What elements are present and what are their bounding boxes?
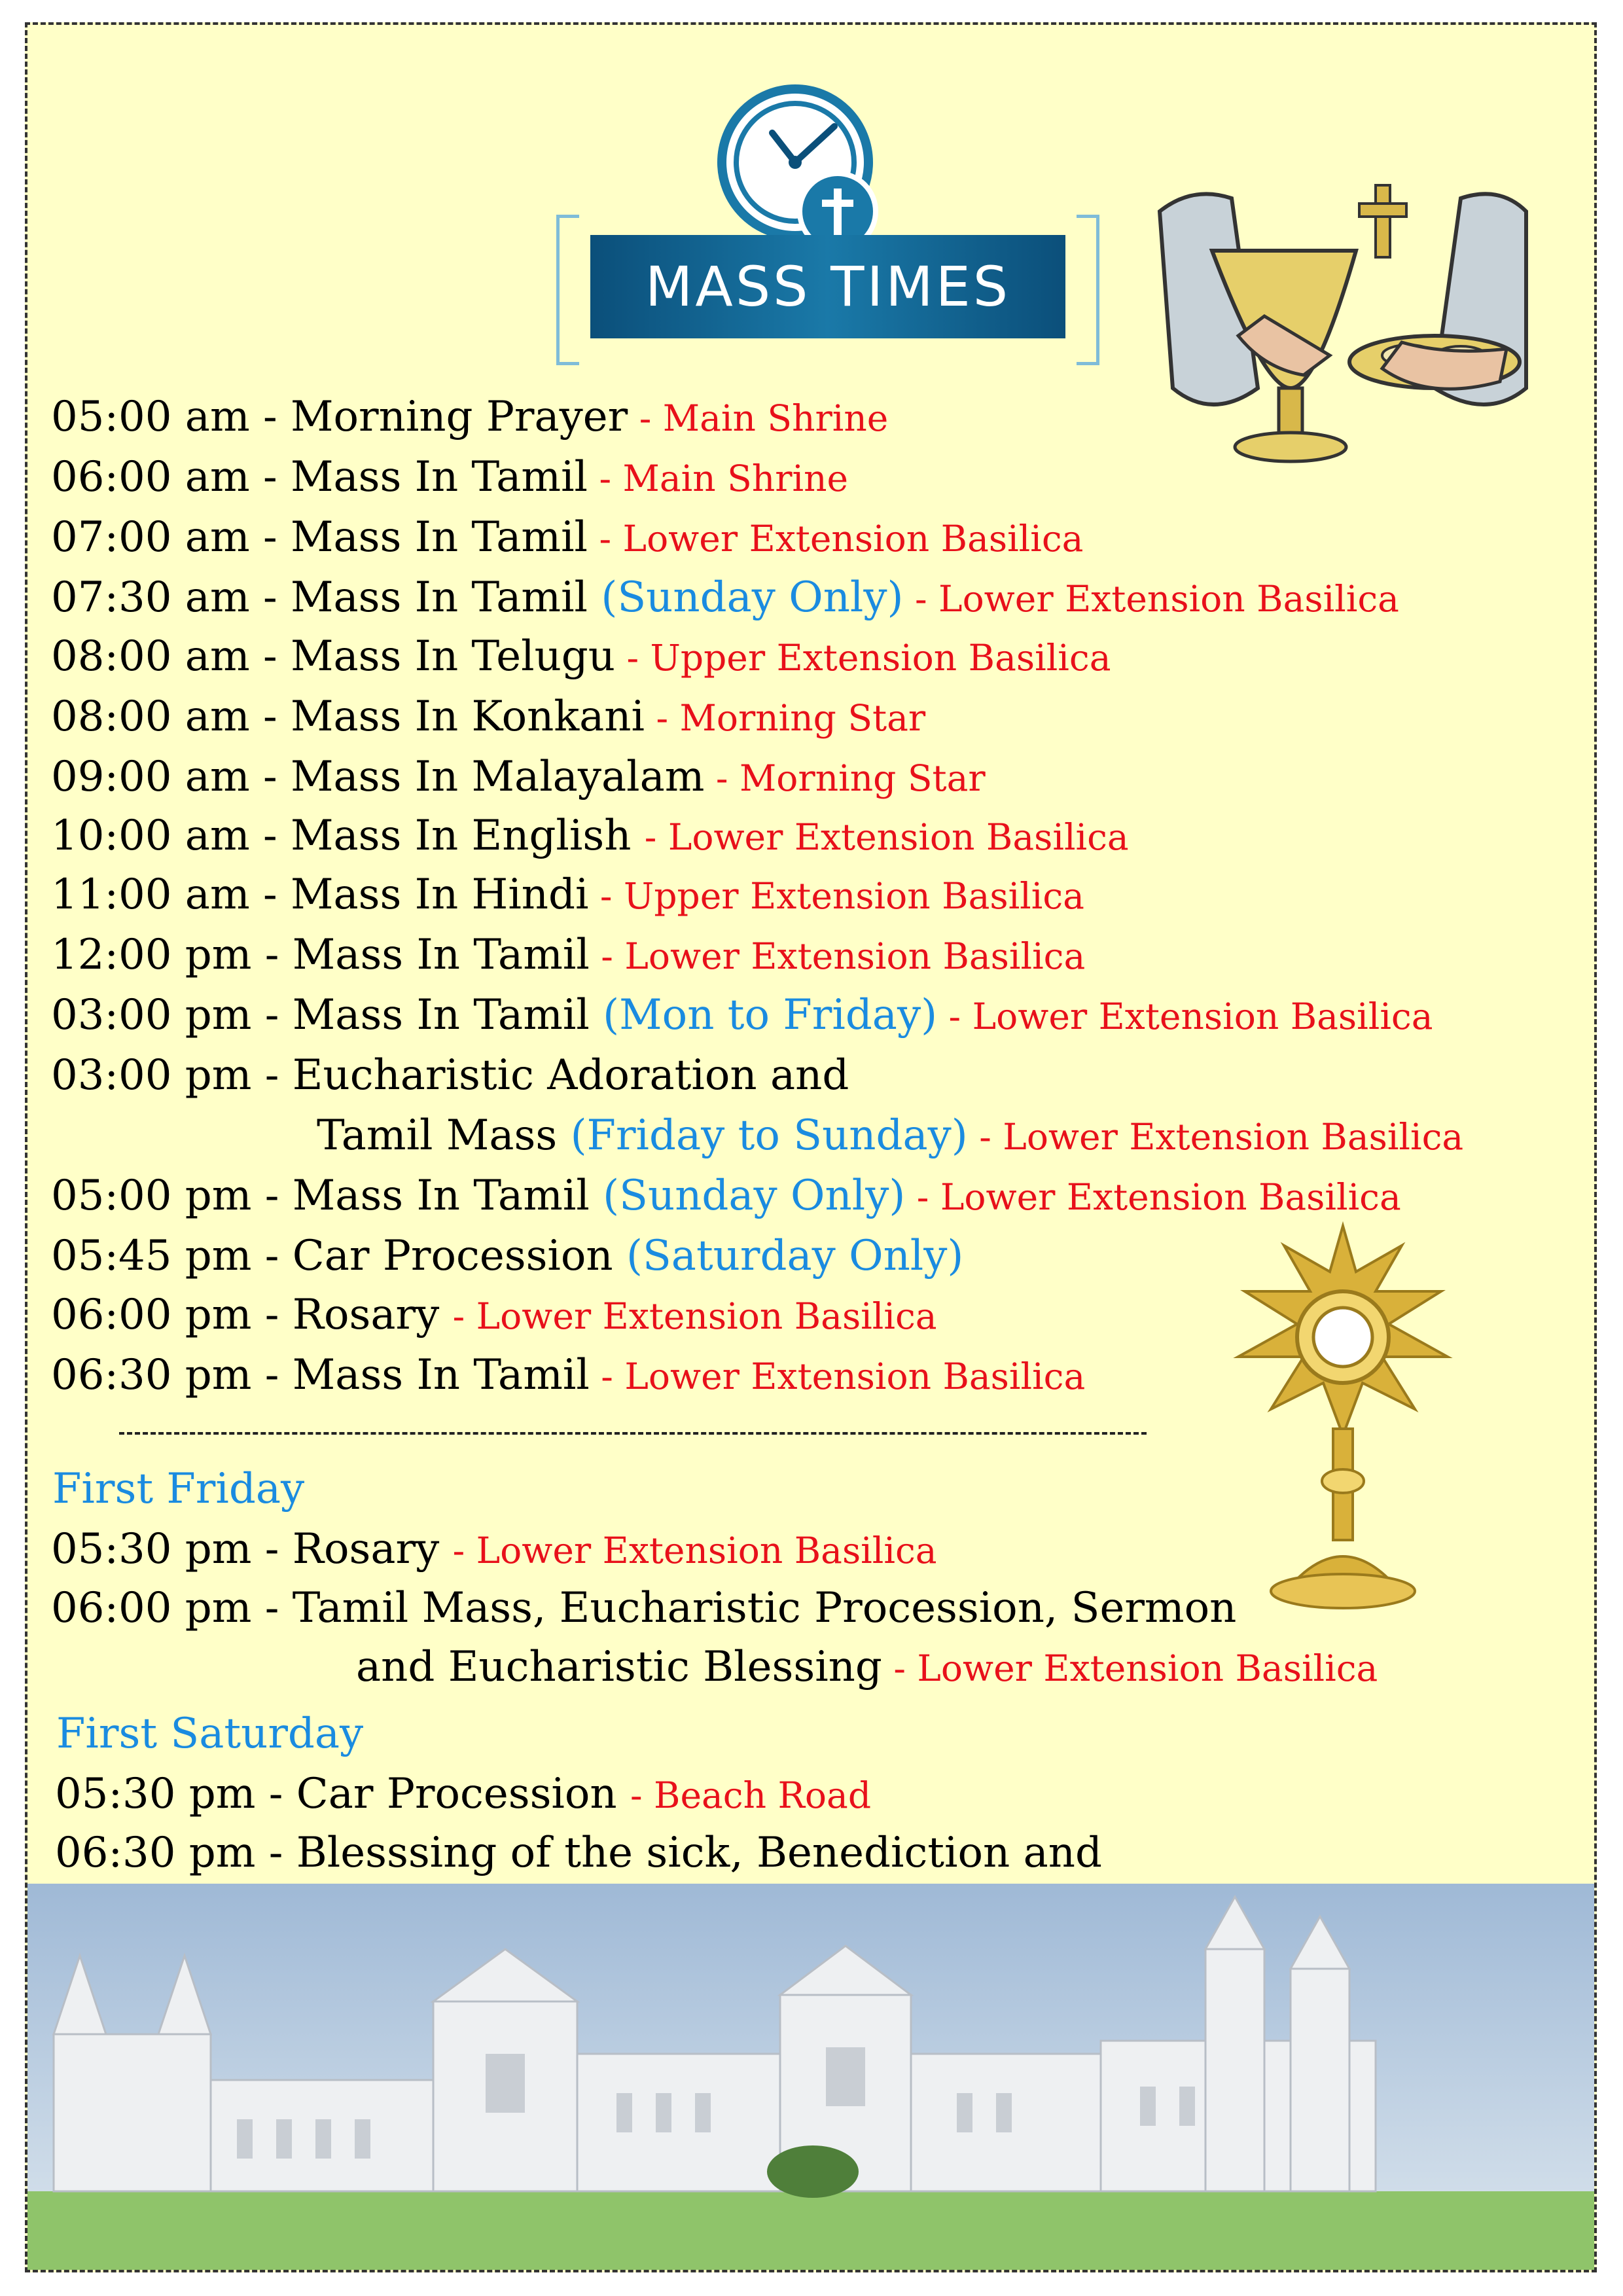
first-saturday-row: 06:30 pm - Blesssing of the sick, Benediction and: [55, 1829, 1102, 1877]
schedule-row: 05:00 am - Morning Prayer - Main Shrine: [51, 393, 889, 441]
schedule-row: 12:00 pm - Mass In Tamil - Lower Extension Basilica: [51, 931, 1086, 979]
schedule-page: [25, 22, 1597, 2272]
basilica-photo: [27, 1884, 1594, 2270]
chalice-illustration: [1133, 172, 1565, 499]
schedule-row: 06:30 pm - Mass In Tamil - Lower Extension Basilica: [51, 1351, 1086, 1399]
schedule-row: 08:00 am - Mass In Telugu - Upper Extension Basilica: [51, 632, 1111, 681]
schedule-row-continuation: Tamil Mass (Friday to Sunday) - Lower Extension Basilica: [317, 1111, 1464, 1160]
schedule-row: 06:00 am - Mass In Tamil - Main Shrine: [51, 453, 849, 501]
schedule-row: 05:00 pm - Mass In Tamil (Sunday Only) - Lower Extension Basilica: [51, 1172, 1401, 1220]
first-saturday-heading: First Saturday: [56, 1710, 364, 1758]
section-divider: [119, 1432, 1147, 1435]
schedule-row: 03:00 pm - Mass In Tamil (Mon to Friday) - Lower Extension Basilica: [51, 991, 1433, 1039]
schedule-row: 05:45 pm - Car Procession (Saturday Only): [51, 1232, 964, 1280]
first-saturday-row: 05:30 pm - Car Procession - Beach Road: [55, 1770, 872, 1818]
schedule-row: 07:30 am - Mass In Tamil (Sunday Only) - Lower Extension Basilica: [51, 573, 1399, 622]
schedule-row: 10:00 am - Mass In English - Lower Extension Basilica: [51, 812, 1129, 860]
first-friday-row: 05:30 pm - Rosary - Lower Extension Basilica: [51, 1525, 937, 1573]
schedule-row: 07:00 am - Mass In Tamil - Lower Extension Basilica: [51, 513, 1084, 562]
schedule-row: 03:00 pm - Eucharistic Adoration and: [51, 1051, 849, 1100]
first-friday-row: 06:00 pm - Tamil Mass, Eucharistic Procession, Sermon: [51, 1584, 1237, 1632]
first-friday-row-continuation: and Eucharistic Blessing - Lower Extension Basilica: [356, 1643, 1378, 1691]
schedule-row: 06:00 pm - Rosary - Lower Extension Basilica: [51, 1291, 937, 1339]
schedule-row: 08:00 am - Mass In Konkani - Morning Star: [51, 692, 926, 741]
logo-title: MASS TIMES: [645, 255, 1011, 319]
monstrance-illustration: [1219, 1219, 1467, 1619]
logo-plate: [590, 235, 1065, 338]
schedule-row: 09:00 am - Mass In Malayalam - Morning Star: [51, 753, 986, 801]
schedule-row: 11:00 am - Mass In Hindi - Upper Extension Basilica: [51, 870, 1084, 919]
mass-times-logo: [556, 81, 1099, 362]
logo-bracket-right: [1077, 215, 1099, 365]
first-friday-heading: First Friday: [52, 1465, 305, 1513]
logo-bracket-left: [556, 215, 579, 365]
